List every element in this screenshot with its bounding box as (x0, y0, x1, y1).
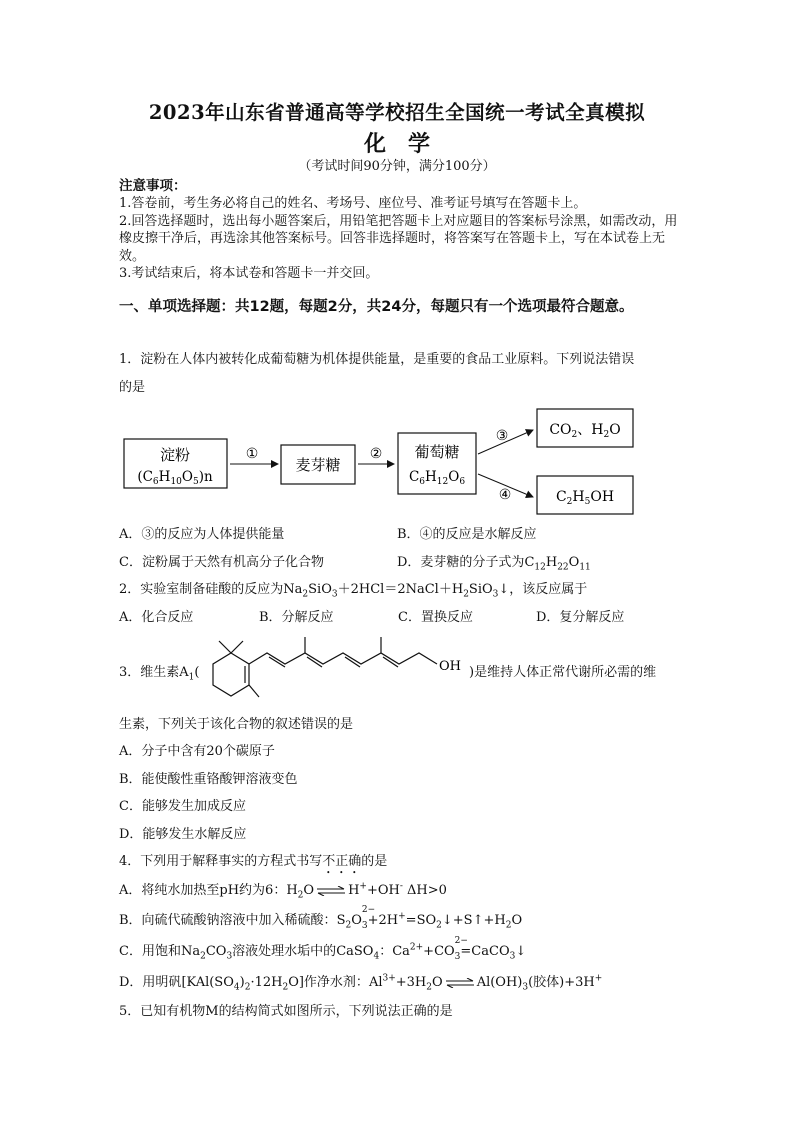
q3-stem-prefix: 3．维生素$A_1$( (119, 665, 200, 683)
q2-option-a: A．化合反应 (119, 610, 194, 625)
subject-title: 化学 (363, 131, 452, 157)
q1-option-a: A．③的反应为人体提供能量 (119, 527, 285, 542)
q1-stem-line2: 的是 (119, 380, 146, 395)
q2-option-c: C．置换反应 (398, 610, 473, 625)
notice-item: 2.回答选择题时，选出每小题答案后，用铅笔把答题卡上对应题目的答案标号涂黑，如需改动，用橡皮擦干净后，再选涂其他答案标号。回答非选择题时，将答案写在答题卡上，写在本试卷上无效。 (119, 213, 678, 264)
emphasis-not-correct: 不正确 (322, 854, 362, 869)
oh-label: OH (439, 659, 461, 674)
notice-heading: 注意事项： (119, 178, 187, 194)
notice-item: 3.考试结束后，将本试卷和答题卡一并交回。 (119, 266, 379, 282)
q4-option-c: C．用饱和$Na_2CO_3$溶液处理水垢中的CaSO$_4$：$Ca^{2+}+CO$ $_{2- 3}$=CaCO$_3$↓ (119, 935, 527, 962)
q3-option-b: B．能使酸性重铬酸钾溶液变色 (119, 772, 298, 787)
q3-option-a: A．分子中含有20个碳原子 (119, 744, 275, 759)
q3-option-c: C．能够发生加成反应 (119, 799, 246, 814)
notice-item: 1.答卷前，考生务必将自己的姓名、考场号、座位号、准考证号填写在答题卡上。 (119, 196, 587, 212)
q3-option-d: D．能够发生水解反应 (119, 827, 247, 842)
time-note: （考试时间90分钟，满分100分） (298, 159, 496, 174)
co2-h2o-label: $CO_2$、$H_2O$ (549, 422, 621, 440)
q4-option-a: A．将纯水加热至pH约为6：$H_2O$ H++OH- ΔH>0 (119, 881, 447, 901)
step-2-label: ② (369, 446, 383, 462)
q1-stem-line1: 1．淀粉在人体内被转化成葡萄糖为机体提供能量，是重要的食品工业原料。下列说法错误 (119, 352, 635, 367)
q2-option-d: D．复分解反应 (536, 610, 625, 625)
q4-option-d: D．用明矾$[KAl(SO_4)_2\cdot 12H_2O]$作净水剂：$Al^{3+}+3H_2O$ $Al(OH)_3$(胶体)+3H+ (119, 973, 603, 993)
section-heading: 一、单项选择题：共12题，每题2分，共24分，每题只有一个选项最符合题意。 (119, 299, 634, 315)
glucose-formula: $C_6H_{12}O_6$ (408, 469, 466, 487)
step-1-label: ① (245, 446, 259, 462)
q4-stem: 4．下列用于解释事实的方程式书写不正确的是 (119, 854, 388, 869)
q1-reaction-diagram (118, 400, 638, 522)
q3-stem-suffix: )是维持人体正常代谢所必需的维 (469, 665, 657, 680)
starch-label: 淀粉 (159, 446, 191, 464)
q1-option-b: B．④的反应是水解反应 (397, 527, 537, 542)
step-3-label: ③ (495, 428, 509, 444)
exam-title: 2023年山东省普通高等学校招生全国统一考试全真模拟 (148, 101, 646, 124)
glucose-label: 葡萄糖 (414, 443, 460, 461)
q2-option-b: B．分解反应 (259, 610, 334, 625)
q4-option-b: B．向硫代硫酸钠溶液中加入稀硫酸：$S_2O$ $_{2- 3}+2H^+=SO_2↓+S↑+H_2O$ (119, 904, 523, 931)
q2-stem: 2．实验室制备硅酸的反应为$Na_2SiO_3+2HCl=2NaCl+H_2SiO_3↓$，该反应属于 (119, 582, 588, 600)
step-4-label: ④ (498, 487, 512, 503)
q1-option-c: C．淀粉属于天然有机高分子化合物 (119, 555, 324, 570)
ethanol-box (537, 476, 633, 514)
q5-stem: 5．已知有机物M的结构简式如图所示，下列说法正确的是 (119, 1004, 453, 1019)
starch-formula: $(C_6H_{10}O_5)n$ (137, 469, 213, 487)
q1-option-d: D．麦芽糖的分子式为$C_{12}H_{22}O_{11}$ (397, 555, 591, 573)
maltose-label: 麦芽糖 (295, 456, 341, 474)
q3-stem-line2: 生素，下列关于该化合物的叙述错误的是 (119, 717, 354, 732)
notice-block (119, 178, 679, 282)
vitamin-a-structure (205, 635, 470, 715)
ethanol-label: $C_2H_5OH$ (555, 489, 615, 507)
